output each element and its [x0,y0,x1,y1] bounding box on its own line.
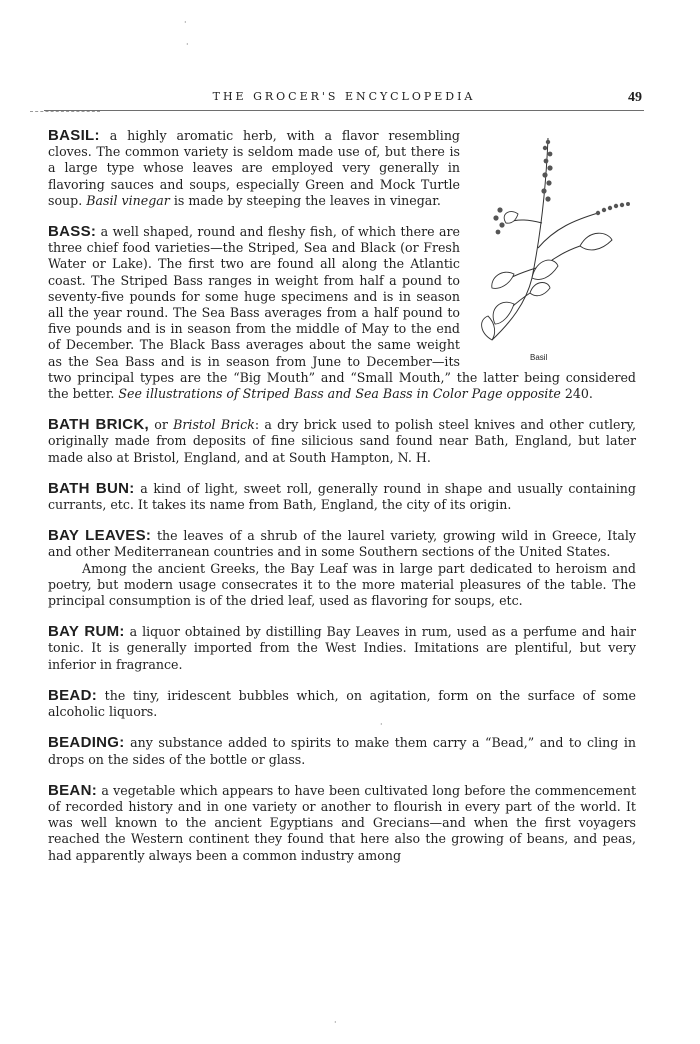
definition-italic: Basil vinegar [86,192,170,208]
headword: BEAD: [48,686,97,704]
entry-bath-bun [48,481,636,513]
entry-bean [48,783,636,864]
headword: BASIL: [48,127,100,144]
print-speck: · [184,18,187,27]
definition-text: a liquor obtained by distilling Bay Leaves in rum, used as a perfume and hair tonic. It is generally imported from the West Indies. Imitations are plentiful, but very inferior in fragrance. [48,624,637,672]
page-number: 49 [628,90,642,105]
figure-caption: Basil [530,353,548,362]
definition-text-2: is made by steeping the leaves in vinegar. [173,192,441,208]
basil-illustration [470,128,636,360]
headword: BEAN: [48,781,97,799]
definition-text: a highly aromatic herb, with a flavor resembling cloves. The common variety is seldom made use of, but there is a large type whose leaves are employed very generally in flavoring sauces and soups, especially Green and Mock Turtle soup. [48,128,460,208]
entry-bay-rum [48,624,636,673]
entry-bath-brick [48,417,636,466]
definition-prefix: or [154,417,168,433]
headword: BAY LEAVES: [48,527,152,545]
definition-paragraph-2: Among the ancient Greeks, the Bay Leaf was in large part dedicated to heroism and poetry, but modern usage consecrates it to the more material pleasures of the table. The principal consumption is of the dried leaf, used as flavoring for soups, etc. [48,560,636,609]
definition-text: any substance added to spirits to make them carry a “Bead,” and to cling in drops on the sides of the bottle or glass. [48,735,636,767]
definition-text: the leaves of a shrub of the laurel variety, growing wild in Greece, Italy and other Mediterranean countries and in some Southern sections of the United States. [48,528,636,560]
definition-text: a kind of light, sweet roll, generally round in shape and usually containing currants, etc. It takes its name from Bath, England, the city of its origin. [48,480,636,513]
definition-text: the tiny, iridescent bubbles which, on agitation, form on the surface of some alcoholic liquors. [48,687,637,720]
definition-text: a vegetable which appears to have been cultivated long before the commencement of recorded history and in one variety or another to flourish in every part of the world. It was well known to the ancient Egyptians and Grecians—and when the first voyagers reached the Western continent they found that here also the growing of beans, and peas, had apparently always been a common industry among [48,782,637,863]
definition-text: : a dry brick used to polish steel knives and other cutlery, originally made from deposits of fine silicious sand found near Bath, England, but later made also at Bristol, England, and at South Hampton, N. H. [48,417,636,465]
definition-text-2: 240. [564,386,593,402]
headword: BAY RUM: [48,623,125,641]
running-header: THE GROCER'S ENCYCLOPEDIA [212,90,476,103]
definition-text: a well shaped, round and fleshy fish, of which there are three chief food varieties—the Striped, Sea and Black (or Fresh Water or Lake). The first two are found all along the Atlantic coast. The Striped Bass ranges in weight from half a pound to seventy-five pounds for some huge specimens and is in season all the year round. The Sea Bass averages from a half pound to five pounds and is in season from the middle of May to the end of December. The Black Bass averages about the same weight as the Sea Bass and is in season from June to December—its two principal types are the “Big Mouth” and “Small Mouth,” the latter being considered the better. [48,224,636,402]
entry-bay-leaves [48,528,636,609]
headword: BASS: [48,223,97,241]
header-rule [44,110,644,111]
print-speck: · [186,40,189,49]
headword: BEADING: [48,734,125,752]
page-body [48,128,636,879]
definition-italic: Bristol Brick [173,417,255,433]
entry-bead [48,688,636,720]
definition-italic: See illustrations of Striped Bass and Sea Bass in Color Page opposite [118,386,561,402]
headword: BATH BRICK, [48,416,149,434]
headword: BATH BUN: [48,479,135,497]
print-speck: · [380,720,383,729]
header-rule-dashed [30,111,100,112]
print-speck: · [334,1018,337,1027]
entry-beading [48,735,636,767]
basil-plant-drawing [470,128,636,350]
